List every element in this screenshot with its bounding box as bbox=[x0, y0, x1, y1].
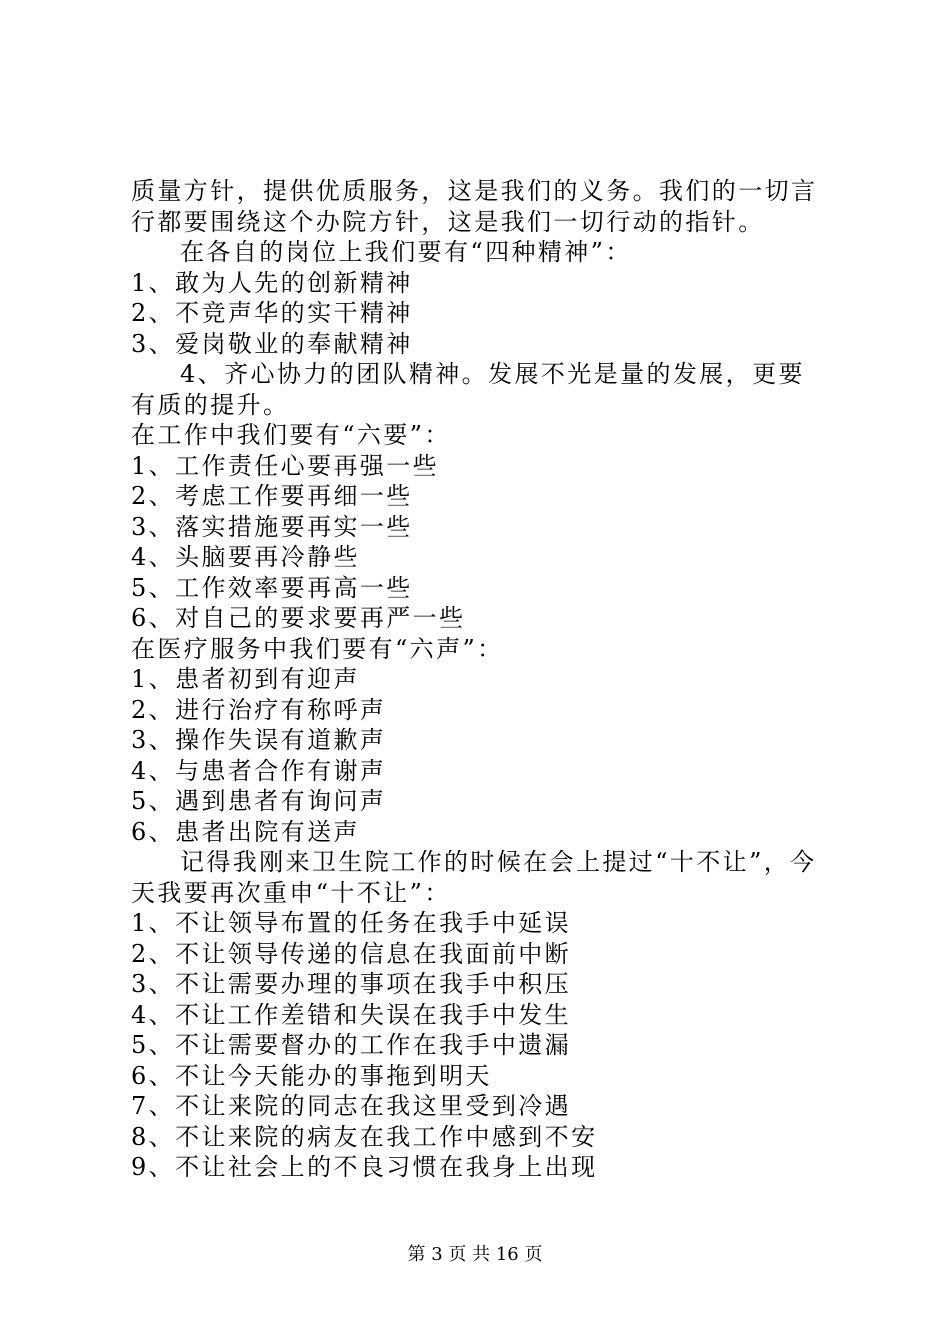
list-item: 3、不让需要办理的事项在我手中积压 bbox=[131, 970, 572, 998]
list-item: 1、患者初到有迎声 bbox=[131, 665, 360, 693]
list-item: 4、头脑要再冷静些 bbox=[131, 543, 360, 571]
list-item: 4、与患者合作有谢声 bbox=[131, 756, 387, 785]
list-item: 2、不竞声华的实干精神 bbox=[131, 299, 413, 327]
paragraph: 质量方针，提供优质服务，这是我们的义务。我们的一切言行都要围绕这个办院方针，这是我们一切行动的指针。 bbox=[131, 177, 818, 236]
list-item: 2、不让领导传递的信息在我面前中断 bbox=[131, 939, 572, 968]
list-item: 1、不让领导布置的任务在我手中延误 bbox=[131, 909, 572, 937]
section-heading-ten-nots: 记得我刚来卫生院工作的时候在会上提过“十不让”，今天我要再次重申“十不让”： bbox=[131, 848, 817, 907]
page-number: 第 3 页 共 16 页 bbox=[407, 1244, 543, 1265]
list-item: 8、不让来院的病友在我工作中感到不安 bbox=[131, 1122, 598, 1151]
list-item: 6、患者出院有送声 bbox=[131, 817, 360, 846]
section-heading-six-musts: 在工作中我们要有“六要”： bbox=[131, 421, 451, 449]
section-heading-four-spirits: 在各自的岗位上我们要有“四种精神”： bbox=[180, 238, 632, 266]
list-item: 6、不让今天能办的事拖到明天 bbox=[131, 1061, 492, 1090]
list-item: 9、不让社会上的不良习惯在我身上出现 bbox=[131, 1153, 598, 1181]
list-item: 3、操作失误有道歉声 bbox=[131, 726, 387, 754]
list-item: 5、不让需要督办的工作在我手中遗漏 bbox=[131, 1031, 572, 1059]
list-item: 4、齐心协力的团队精神。发展不光是量的发展，更要有质的提升。 bbox=[131, 360, 805, 419]
list-item: 2、考虑工作要再细一些 bbox=[131, 482, 413, 510]
list-item: 4、不让工作差错和失误在我手中发生 bbox=[131, 1000, 572, 1029]
section-heading-six-voices: 在医疗服务中我们要有“六声”： bbox=[131, 634, 504, 663]
list-item: 1、敢为人先的创新精神 bbox=[131, 268, 413, 297]
list-item: 5、遇到患者有询问声 bbox=[131, 787, 387, 815]
list-item: 3、落实措施要再实一些 bbox=[131, 512, 413, 541]
list-item: 3、爱岗敬业的奉献精神 bbox=[131, 329, 413, 358]
page-footer bbox=[0, 1240, 950, 1266]
list-item: 6、对自己的要求要再严一些 bbox=[131, 604, 466, 632]
list-item: 1、工作责任心要再强一些 bbox=[131, 451, 440, 480]
list-item: 5、工作效率要再高一些 bbox=[131, 573, 413, 602]
document-body bbox=[131, 176, 831, 1183]
list-item: 2、进行治疗有称呼声 bbox=[131, 695, 387, 724]
list-item: 7、不让来院的同志在我这里受到冷遇 bbox=[131, 1092, 572, 1120]
